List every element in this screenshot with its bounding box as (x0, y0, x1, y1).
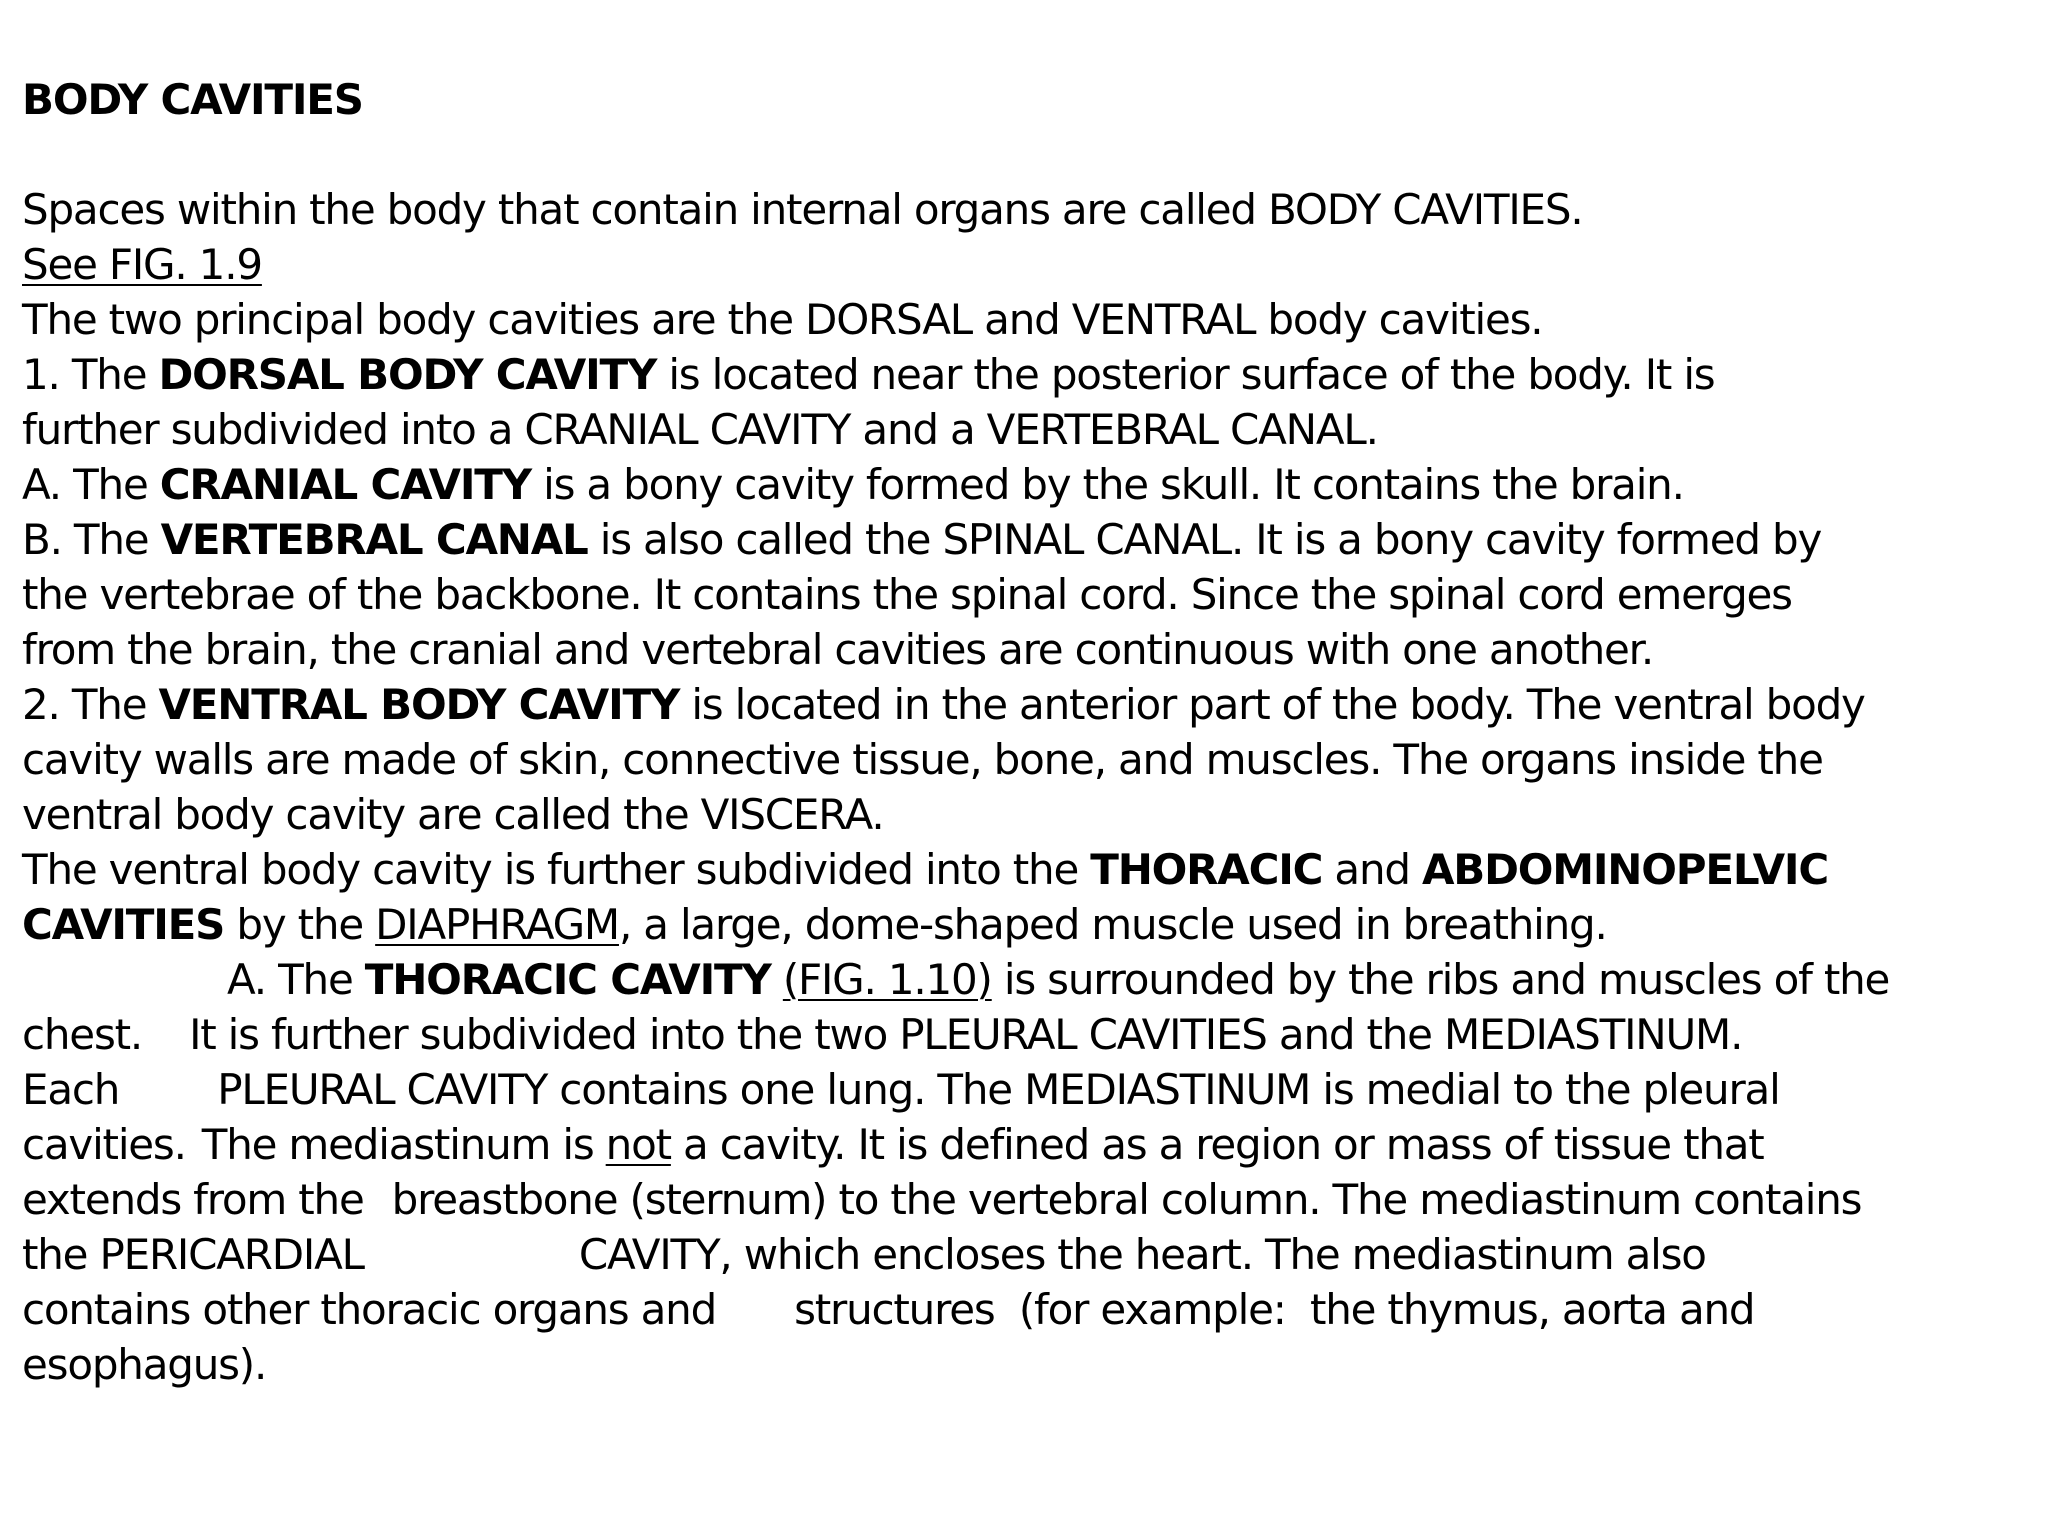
abdominopelvic-term: ABDOMINOPELVIC (1422, 845, 1828, 894)
vertebral-line-3: from the brain, the cranial and vertebral cavities are continuous with one another. (22, 625, 1654, 674)
thoracic-l5b: breastbone (sternum) to the vertebral column. The mediastinum contains (391, 1175, 1862, 1224)
subdivision-rest: , a large, dome-shaped muscle used in breathing. (618, 900, 1607, 949)
document-page (22, 72, 2038, 1392)
dorsal-lead: 1. The (22, 350, 159, 399)
cranial-lead: A. The (22, 460, 160, 509)
thoracic-lead: A. The (227, 955, 365, 1004)
intro-line: Spaces within the body that contain internal organs are called BODY CAVITIES. (22, 185, 1583, 234)
vertebral-line-2: the vertebrae of the backbone. It contains the spinal cord. Since the spinal cord emerges (22, 570, 1792, 619)
thoracic-l6b: CAVITY, which encloses the heart. The mediastinum also (578, 1230, 1706, 1279)
principal-cavities-line: The two principal body cavities are the DORSAL and VENTRAL body cavities. (22, 295, 1543, 344)
dorsal-rest-1: is located near the posterior surface of the body. It is (656, 350, 1715, 399)
ventral-term: VENTRAL BODY CAVITY (158, 680, 680, 729)
diaphragm-term: DIAPHRAGM (375, 900, 619, 949)
thoracic-l4c: a cavity. It is defined as a region or mass of tissue that (670, 1120, 1764, 1169)
dorsal-line-1 (22, 347, 2038, 402)
dorsal-term: DORSAL BODY CAVITY (158, 350, 657, 399)
subdivision-line-1 (22, 842, 2038, 897)
thoracic-rest-1: is surrounded by the ribs and muscles of the (991, 955, 1890, 1004)
thoracic-line-5 (22, 1172, 2038, 1227)
vertebral-rest-1: is also called the SPINAL CANAL. It is a bony cavity formed by (587, 515, 1822, 564)
vertebral-lead: B. The (22, 515, 161, 564)
fig-1-9-reference: See FIG. 1.9 (22, 240, 262, 289)
thoracic-l3b: PLEURAL CAVITY contains one lung. The MEDIASTINUM is medial to the pleural (217, 1065, 1780, 1114)
subdivision-by: by the (224, 900, 376, 949)
see-fig-line (22, 237, 2038, 292)
cranial-rest: is a bony cavity formed by the skull. It contains the brain. (530, 460, 1684, 509)
thoracic-line-1 (22, 952, 2038, 1007)
thoracic-l7a: contains other thoracic organs and (22, 1285, 717, 1334)
ventral-line-2: cavity walls are made of skin, connective tissue, bone, and muscles. The organs inside the (22, 735, 1823, 784)
thoracic-l3a: Each (22, 1065, 120, 1114)
thoracic-l2a: chest. (22, 1010, 143, 1059)
ventral-lead: 2. The (22, 680, 159, 729)
vertebral-line-1 (22, 512, 2038, 567)
ventral-line-3: ventral body cavity are called the VISCERA. (22, 790, 884, 839)
ventral-rest-1: is located in the anterior part of the body. The ventral body (679, 680, 1865, 729)
cavities-term: CAVITIES (22, 900, 225, 949)
thoracic-l4a: cavities. (22, 1120, 186, 1169)
thoracic-l6a: the PERICARDIAL (22, 1230, 364, 1279)
vertebral-term: VERTEBRAL CANAL (160, 515, 588, 564)
dorsal-line-2: further subdivided into a CRANIAL CAVITY and a VERTEBRAL CANAL. (22, 405, 1378, 454)
cranial-line (22, 457, 2038, 512)
thoracic-line-8: esophagus). (22, 1340, 267, 1389)
ventral-line-1 (22, 677, 2038, 732)
thoracic-line-4 (22, 1117, 2038, 1172)
thoracic-l4b: The mediastinum is (201, 1120, 606, 1169)
cranial-term: CRANIAL CAVITY (159, 460, 531, 509)
thoracic-cavity-term: THORACIC CAVITY (364, 955, 771, 1004)
thoracic-line-6 (22, 1227, 2038, 1282)
not-emphasis: not (605, 1120, 671, 1169)
thoracic-line-3 (22, 1062, 2038, 1117)
subdivision-lead: The ventral body cavity is further subdivided into the (22, 845, 1091, 894)
subdivision-and: and (1322, 845, 1422, 894)
thoracic-l7b: structures (for example: the thymus, aorta and (794, 1285, 1755, 1334)
thoracic-line-7 (22, 1282, 2038, 1337)
fig-1-10-reference: (FIG. 1.10) (782, 955, 992, 1004)
thoracic-l2b: It is further subdivided into the two PLEURAL CAVITIES and the MEDIASTINUM. (189, 1010, 1743, 1059)
subdivision-line-2 (22, 897, 2038, 952)
thoracic-term: THORACIC (1090, 845, 1323, 894)
page-title: BODY CAVITIES (22, 75, 363, 124)
thoracic-line-2 (22, 1007, 2038, 1062)
thoracic-l5a: extends from the (22, 1175, 364, 1224)
